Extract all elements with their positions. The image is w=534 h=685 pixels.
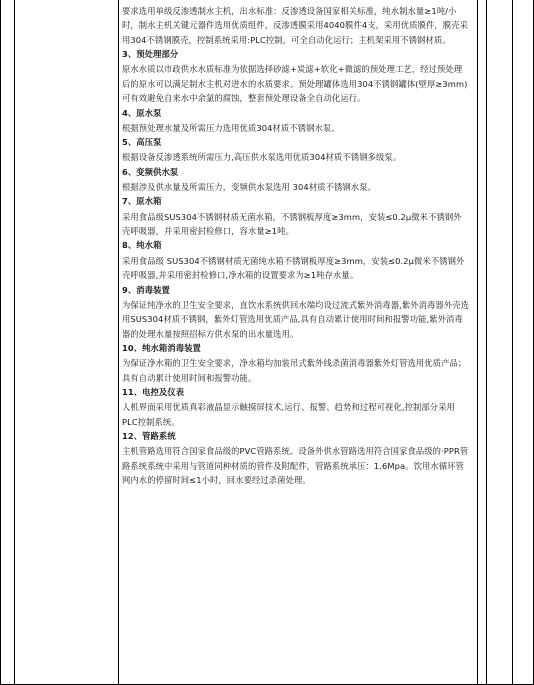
section-body: 主机管路选用符合国家食品级的PVC管路系统。设备外供水管路选用符合国家食品级的·PPR管路系统系统中采用与管道同种材质的管件及附配件，管路系统承压：1.6Mpa。饮用水循环管网内水的停留时间≤1小时，回水要经过杀菌处理。: [122, 446, 469, 485]
section-body: 采用食品级 SUS304不锈钢材质无菌纯水箱不锈钢板厚度≥3mm，安装≤0.2µ微米不锈钢外壳呼吸器,并采用密封检修口,净水箱的设置要求为≥1吨存水量。: [122, 255, 465, 281]
section-2-body: 要求选用单级反渗透制水主机，出水标准：反渗透设备国家相关标准，纯水制水量≥1吨/小时，制水主机关键元器件选用优质组件，反渗透膜采用4040膜件4支，采用优质膜件，膜壳采用304不锈钢膜壳，控制系统采用:PLC控制，可全自动化运行；主机架采用不锈钢材质。: [122, 6, 468, 45]
section-heading: 11、电控及仪表: [122, 386, 185, 397]
table-column-divider: [512, 0, 513, 685]
section-heading: 4、原水泵: [122, 107, 162, 118]
table-column-divider: [477, 0, 478, 685]
section-heading: 6、变频供水泵: [122, 166, 179, 177]
section-heading: 12、管路系统: [122, 430, 176, 441]
section-body: 根据预处理水量及所需压力选用优质304材质不锈钢水泵。: [122, 122, 340, 133]
section-heading: 10、纯水箱消毒装置: [122, 342, 201, 353]
section-body: 人机界面采用优质真彩液晶显示触摸屏技术,运行、报警、趋势和过程可视化,控制部分采用 PLC控制系统。: [122, 402, 455, 427]
specification-text: [122, 4, 470, 487]
section-heading: 9、消毒装置: [122, 284, 170, 295]
section-body: 根据涉及供水量及所需压力，变频供水泵选用 304材质不锈钢水泵。: [122, 182, 376, 193]
section-body: 根据设备反渗透系统所需压力,高压供水泵选用优质304材质不锈钢多级泵。: [122, 152, 402, 163]
section-body: 采用食品级SUS304不锈钢材质无菌水箱，不锈钢板厚度≥3mm，安装≤0.2µ微米不锈钢外壳呼吸器，并采用密封检修口，容水量≥1吨。: [122, 211, 462, 237]
section-body: 为保证纯净水的卫生安全要求，直饮水系统供回水端均设过流式紫外消毒器,紫外消毒器外壳选用SUS304材质不锈钢，紫外灯管选用优质产品,具有自动累计使用时间和报警功能,紫外消毒器的处理水量按照招标方供水泵的出水量选用。: [122, 299, 470, 339]
section-heading: 5、高压泵: [122, 137, 162, 148]
section-body: 原水水质以市政供水水质标准为依据选择砂滤+炭滤+软化+微滤的预处理工艺，经过预处理后的原水可以满足制水主机对进水的水质要求。预处理罐体选用304不锈钢罐体(壁厚≥3mm)可有效避免自来水中余氯的腐蚀，整套预处理设备全自动化运行。: [122, 64, 468, 104]
section-body: 为保证净水箱的卫生安全要求，净水箱均加装吊式紫外线杀菌消毒器紫外灯管选用优质产品；具有自动累计使用时间和报警功能。: [122, 358, 467, 383]
section-heading: 3、预处理部分: [122, 49, 179, 60]
table-column-divider: [486, 0, 487, 685]
table-border-left: [0, 0, 1, 685]
table-column-divider: [14, 0, 15, 685]
table-column-divider: [118, 0, 119, 685]
section-heading: 8、纯水箱: [122, 240, 162, 251]
section-heading: 7、原水箱: [122, 196, 162, 207]
